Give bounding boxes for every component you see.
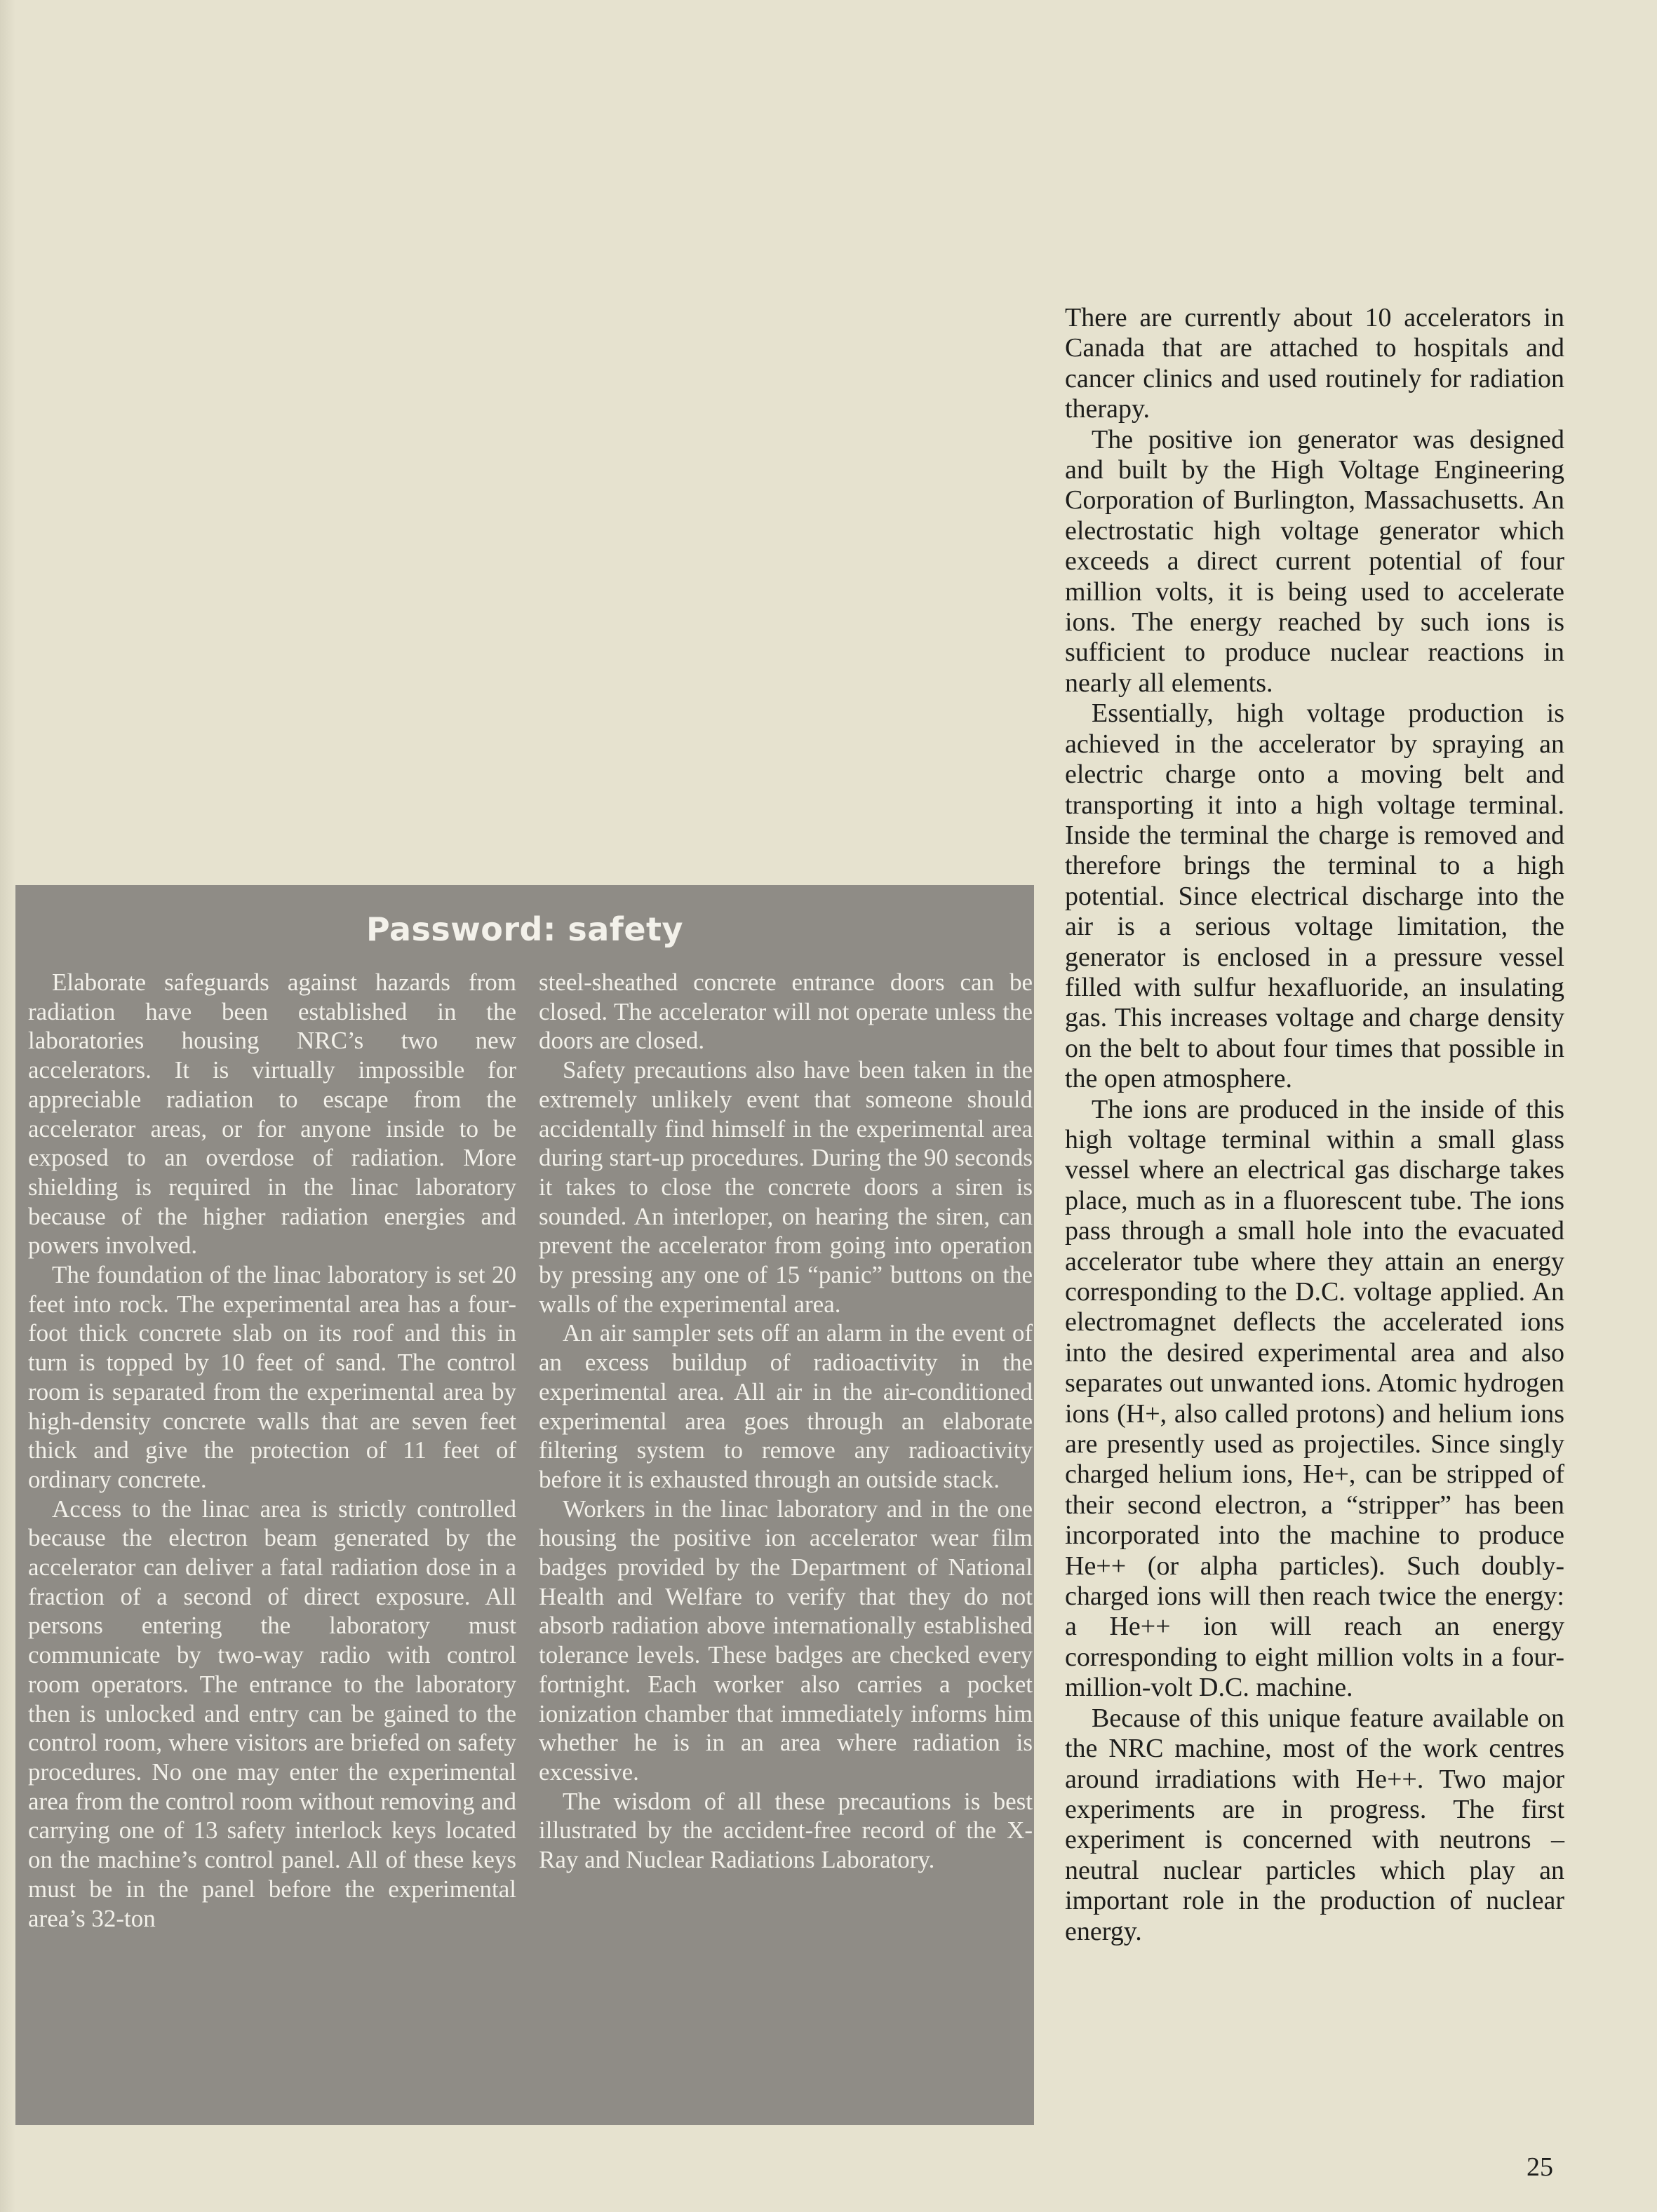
page-edge <box>0 0 15 2212</box>
sidebar-paragraph: An air sampler sets off an alarm in the event of an excess buildup of radioactivity in the experimental area. All air in the air-conditioned experimental area goes through an elaborate filtering system to remove any radioactivity before it is exhausted through an outside stack. <box>539 1319 1033 1493</box>
page-number: 25 <box>1527 2152 1553 2182</box>
main-article-column <box>1065 303 1564 1947</box>
sidebar-paragraph: Elaborate safeguards against hazards from radiation have been established in the laboratories housing NRC’s two new accelerators. It is virtually impossible for appreciable radiation to escape from the accelerator areas, or for anyone inside to be exposed to an overdose of radiation. More shielding is required in the linac laboratory because of the higher radiation energies and powers involved. <box>28 969 516 1260</box>
article-paragraph: There are currently about 10 accelerators in Canada that are attached to hospitals and cancer clinics and used routinely for radiation therapy. <box>1065 303 1564 424</box>
sidebar-paragraph-continuation: steel-sheathed concrete entrance doors can be closed. The accelerator will not operate unless the doors are closed. <box>539 969 1033 1055</box>
sidebar-title: Password: safety <box>365 910 683 948</box>
sidebar-paragraph: Access to the linac area is strictly controlled because the electron beam generated by the accelerator can deliver a fatal radiation dose in a fraction of a second of direct exposure. All persons entering the laboratory must communicate by two-way radio with control room operators. The entrance to the laboratory then is unlocked and entry can be gained to the control room, where visitors are briefed on safety procedures. No one may enter the experimental area from the control room without removing and carrying one of 13 safety interlock keys located on the machine’s control panel. All of these keys must be in the panel before the experimental area’s 32-ton <box>28 1495 516 1932</box>
sidebar-paragraph: The wisdom of all these precautions is best illustrated by the accident-free record of the X-Ray and Nuclear Radiations Laboratory. <box>539 1787 1033 1874</box>
article-paragraph: Because of this unique feature available on the NRC machine, most of the work centres around irradiations with He++. Two major experiments are in progress. The first experiment is concerned with neutrons – neutral nuclear particles which play an important role in the production of nuclear energy. <box>1065 1703 1564 1946</box>
article-paragraph: The positive ion generator was designed and built by the High Voltage Engineering Corporation of Burlington, Massachusetts. An electrostatic high voltage generator which exceeds a direct current potential of four million volts, it is being used to accelerate ions. The energy reached by such ions is sufficient to produce nuclear reactions in nearly all elements. <box>1065 424 1564 698</box>
article-paragraph: Essentially, high voltage production is achieved in the accelerator by spraying an electric charge onto a moving belt and transporting it into a high voltage terminal. Inside the terminal the charge is removed and therefore brings the terminal to a high potential. Since electrical discharge into the air is a serious voltage limitation, the generator is enclosed in a pressure vessel filled with sulfur hexafluoride, an insulating gas. This increases voltage and charge density on the belt to about four times that possible in the open atmosphere. <box>1065 699 1564 1094</box>
sidebar-paragraph: Safety precautions also have been taken in the extremely unlikely event that someone should accidentally find himself in the experimental area during start-up procedures. During the 90 seconds it takes to close the concrete doors a siren is sounded. An interloper, on hearing the siren, can prevent the accelerator from going into operation by pressing any one of 15 “panic” buttons on the walls of the experimental area. <box>539 1056 1033 1318</box>
sidebar-right-column <box>539 968 1033 1875</box>
sidebar-left-column <box>28 968 516 1933</box>
sidebar-paragraph: Workers in the linac laboratory and in the one housing the positive ion accelerator wear film badges provided by the Department of National Health and Welfare to verify that they do not absorb radiation above internationally established tolerance levels. These badges are checked every fortnight. Each worker also carries a pocket ionization chamber that immediately informs him whether he is in an area where radiation is excessive. <box>539 1495 1033 1786</box>
article-paragraph: The ions are produced in the inside of this high voltage terminal within a small glass vessel where an electrical gas discharge takes place, much as in a fluorescent tube. The ions pass through a small hole into the evacuated accelerator tube where they attain an energy corresponding to the D.C. voltage applied. An electromagnet deflects the accelerated ions into the desired experimental area and also separates out unwanted ions. Atomic hydrogen ions (H+, also called protons) and helium ions are presently used as projectiles. Since singly charged helium ions, He+, can be stripped of their second electron, a “stripper” has been incorporated into the machine to produce He++ (or alpha particles). Such doubly-charged ions will then reach twice the energy: a He++ ion will reach an energy corresponding to eight million volts in a four-million-volt D.C. machine. <box>1065 1094 1564 1703</box>
safety-sidebar-box <box>15 885 1034 2125</box>
sidebar-paragraph: The foundation of the linac laboratory is set 20 feet into rock. The experimental area has a four-foot thick concrete slab on its roof and this in turn is topped by 10 feet of sand. The control room is separated from the experimental area by high-density concrete walls that are seven feet thick and give the protection of 11 feet of ordinary concrete. <box>28 1261 516 1493</box>
